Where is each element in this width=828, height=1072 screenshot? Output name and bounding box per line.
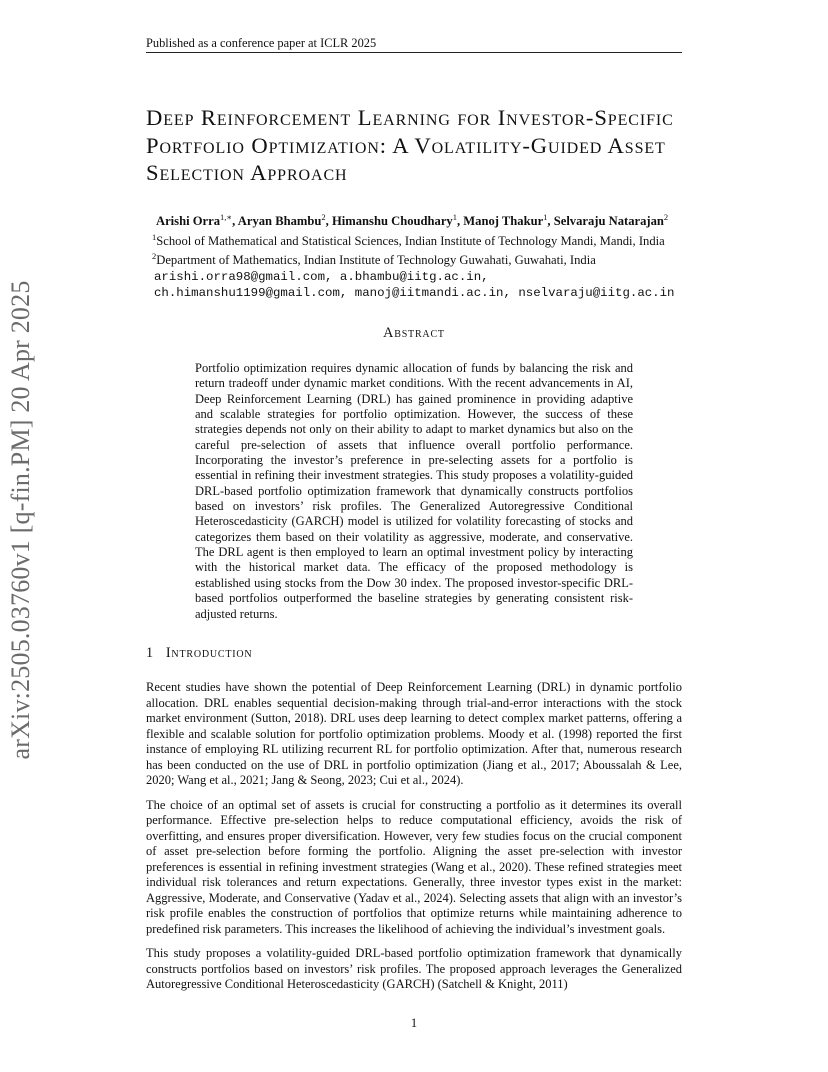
arxiv-identifier: arXiv:2505.03760v1 [q-fin.PM] 20 Apr 2025 <box>6 280 35 760</box>
section-heading <box>146 645 252 662</box>
section-number: 1 <box>146 645 154 661</box>
affiliation-mark: 1 <box>152 231 157 242</box>
author-affiliation-mark: 2 <box>663 212 669 222</box>
author-block <box>152 210 736 301</box>
email-line: ch.himanshu1199@gmail.com, manoj@iitmandi.ac.in, nselvaraju@iitg.ac.in <box>154 286 675 301</box>
author-affiliation-mark: 2 <box>321 212 326 222</box>
paragraph: This study proposes a volatility-guided DRL-based portfolio optimization framework that dynamically constructs portfolios based on investors’ risk profiles. The proposed approach leverages the Generalized Autoregressive Conditional Heteroscedasticity (GARCH) (Satchell & Knight, 2011) <box>146 946 682 991</box>
affiliation-text: School of Mathematical and Statistical Sciences, Indian Institute of Technology Mandi, Mandi, India <box>156 233 665 248</box>
author-name: Arishi Orra <box>156 214 221 229</box>
affiliation-text: Department of Mathematics, Indian Institute of Technology Guwahati, Guwahati, India <box>156 253 596 268</box>
author-list: Arishi Orra$^{1,∗}$, Aryan Bhambu$^2$, Himanshu Choudhary$^1$, Manoj Thakur$^1$, Selvaraju Natarajan$^2$ <box>156 212 669 229</box>
affiliation <box>152 249 736 269</box>
affiliation-mark: 2 <box>152 251 157 262</box>
author-name: Aryan Bhambu <box>237 214 322 229</box>
author-affiliation-mark: 1 <box>452 212 457 222</box>
paragraph: Recent studies have shown the potential of Deep Reinforcement Learning (DRL) in dynamic portfolio allocation. DRL enables sequential decision-making through trial-and-error interactions with the stock market environment (Sutton, 2018). DRL uses deep learning to detect complex market patterns, offering a flexible and scalable solution for portfolio optimization problems. Moody et al. (1998) reported the first instance of employing RL utilizing recurrent RL for portfolio optimization. After that, numerous research has been conducted on the use of DRL in portfolio optimization (Jiang et al., 2017; Aboussalah & Lee, 2020; Wang et al., 2021; Jang & Seong, 2023; Cui et al., 2024). <box>146 680 682 787</box>
running-header: Published as a conference paper at ICLR 2025 <box>146 36 377 50</box>
abstract-heading: Abstract <box>383 325 445 341</box>
author-affiliation-mark: 1,∗ <box>220 212 233 222</box>
body-text <box>146 680 682 1002</box>
author-name: Himanshu Choudhary <box>331 214 453 229</box>
paragraph: The choice of an optimal set of assets is crucial for constructing a portfolio as it determines its overall performance. Effective pre-selection helps to reduce computational efficiency, avoids the risk of overfitting, and ensures proper diversification. However, very few studies focus on the crucial component of asset pre-selection before forming the portfolio. Aligning the asset pre-selection with investor preferences is essential in refining investment strategies (Wang et al., 2020). These refined strategies meet individual risk tolerances and return expectations. Generally, three investor types exist in the market: Aggressive, Moderate, and Conservative (Yadav et al., 2024). Selecting assets that align with an investor’s risk profile enables the construction of portfolios that optimize returns while maintaining adherence to predefined risk parameters. This increases the likelihood of achieving the individual’s investment goals. <box>146 797 682 936</box>
author-name: Selvaraju Natarajan <box>553 214 664 229</box>
affiliation <box>152 230 736 250</box>
paper-title: Deep Reinforcement Learning for Investor-Specific Portfolio Optimization: A Volatility-Guided Asset Selection Approach <box>146 105 674 185</box>
email-line: arishi.orra98@gmail.com, a.bhambu@iitg.ac.in, <box>154 270 489 285</box>
author-affiliation-mark: 1 <box>543 212 548 222</box>
arxiv-sidebar <box>2 280 40 760</box>
page-number: 1 <box>410 1016 418 1030</box>
abstract-text: Portfolio optimization requires dynamic allocation of funds by balancing the risk and return tradeoff under dynamic market conditions. With the recent advancements in AI, Deep Reinforcement Learning (DRL) has gained prominence in providing adaptive and scalable strategies for portfolio optimization. However, the success of these strategies depends not only on their ability to adapt to market dynamics but also on the careful pre-selection of assets that influence overall portfolio performance. Incorporating the investor’s preference in pre-selecting assets for a portfolio is essential in refining their investment strategies. This study proposes a volatility-guided DRL-based portfolio optimization framework that dynamically constructs portfolios based on investors’ risk profiles. The Generalized Autoregressive Conditional Heteroscedasticity (GARCH) model is utilized for volatility forecasting of stocks and categorizes them based on their volatility as aggressive, moderate, and conservative. The DRL agent is then employed to learn an optimal investment policy by interacting with the historical market data. The efficacy of the proposed methodology is established using stocks from the Dow 30 index. The proposed investor-specific DRL-based portfolios outperformed the baseline strategies by generating consistent risk-adjusted returns. <box>195 361 633 621</box>
author-name: Manoj Thakur <box>463 214 544 229</box>
header-rule <box>146 52 682 53</box>
section-title: Introduction <box>165 645 253 661</box>
